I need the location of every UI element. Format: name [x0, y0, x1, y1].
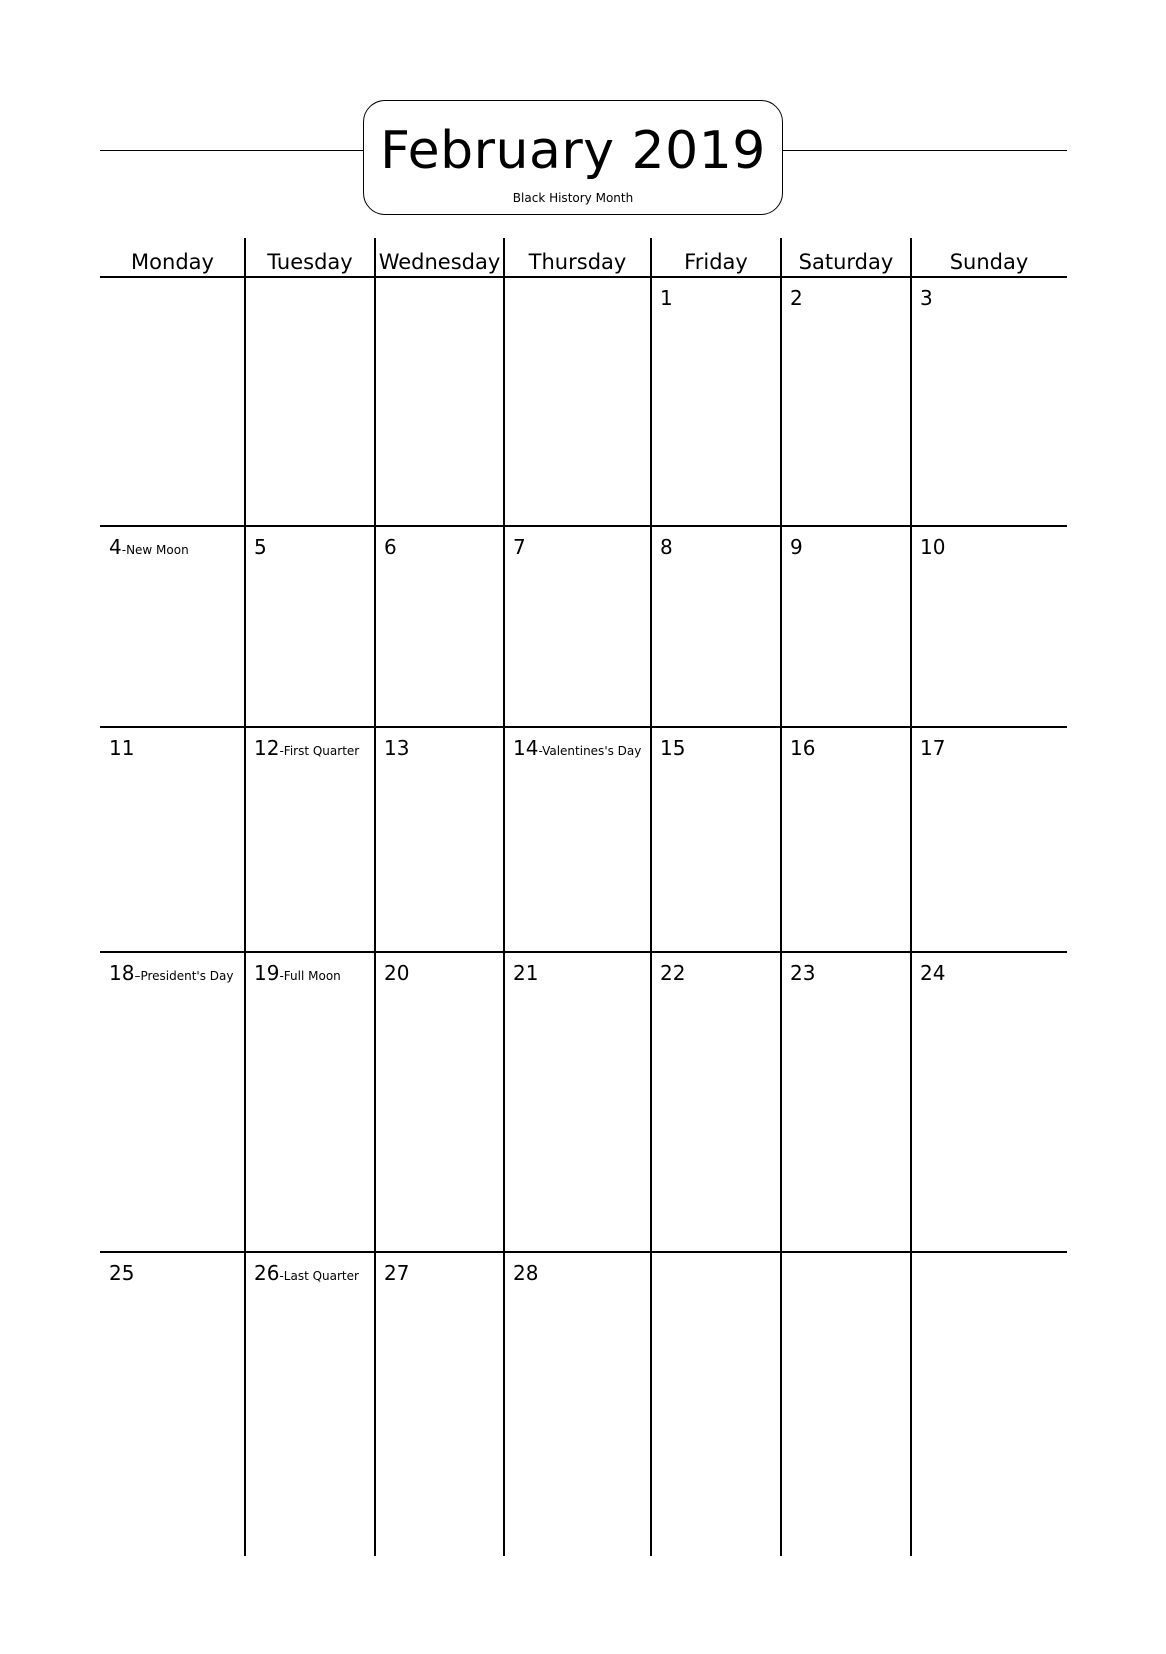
day-event-note: -Last Quarter — [279, 1269, 359, 1283]
title-box — [363, 100, 783, 215]
day-event-note: -Full Moon — [279, 969, 341, 983]
day-cell[interactable] — [384, 736, 409, 760]
row-divider — [100, 951, 1067, 953]
day-cell[interactable] — [109, 1261, 134, 1285]
day-number: 10 — [920, 535, 946, 559]
column-divider — [374, 238, 376, 1556]
day-number: 3 — [920, 286, 933, 310]
day-event-note: -First Quarter — [279, 744, 360, 758]
day-cell[interactable] — [790, 961, 815, 985]
day-number: 11 — [109, 736, 135, 760]
row-divider — [100, 276, 1067, 278]
column-divider — [910, 238, 912, 1556]
day-cell[interactable] — [109, 961, 234, 988]
weekday-label: Thursday — [528, 250, 627, 274]
day-event-note: -New Moon — [121, 543, 189, 557]
day-cell[interactable] — [254, 961, 341, 988]
day-cell[interactable] — [920, 736, 945, 760]
page-subtitle: Black History Month — [512, 191, 634, 205]
day-number: 27 — [384, 1261, 410, 1285]
day-cell[interactable] — [513, 1261, 538, 1285]
day-number: 9 — [790, 535, 803, 559]
day-number: 6 — [384, 535, 397, 559]
day-cell[interactable] — [384, 535, 397, 559]
day-cell[interactable] — [109, 736, 134, 760]
day-number: 4 — [109, 535, 122, 559]
day-cell[interactable] — [790, 736, 815, 760]
day-cell[interactable] — [660, 286, 673, 310]
day-number: 19 — [254, 961, 280, 985]
day-cell[interactable] — [660, 961, 685, 985]
day-number: 17 — [920, 736, 946, 760]
day-event-note: –President's Day — [134, 969, 234, 983]
day-cell[interactable] — [920, 286, 933, 310]
day-cell[interactable] — [790, 286, 803, 310]
day-number: 14 — [513, 736, 539, 760]
day-cell[interactable] — [254, 535, 267, 559]
day-cell[interactable] — [790, 535, 803, 559]
day-number: 15 — [660, 736, 686, 760]
header-rule-left — [100, 150, 363, 151]
day-cell[interactable] — [513, 736, 641, 763]
day-number: 8 — [660, 535, 673, 559]
day-cell[interactable] — [254, 736, 359, 763]
weekday-label: Monday — [131, 250, 214, 274]
day-number: 21 — [513, 961, 539, 985]
day-number: 2 — [790, 286, 803, 310]
weekday-label: Tuesday — [267, 250, 353, 274]
column-divider — [244, 238, 246, 1556]
row-divider — [100, 726, 1067, 728]
day-event-note: -Valentines's Day — [538, 744, 642, 758]
page-title: February 2019 — [380, 121, 766, 181]
day-cell[interactable] — [660, 736, 685, 760]
day-number: 5 — [254, 535, 267, 559]
day-number: 12 — [254, 736, 280, 760]
day-cell[interactable] — [384, 961, 409, 985]
day-number: 26 — [254, 1261, 280, 1285]
day-number: 23 — [790, 961, 816, 985]
column-divider — [780, 238, 782, 1556]
day-cell[interactable] — [513, 961, 538, 985]
weekday-label: Saturday — [798, 250, 894, 274]
day-number: 16 — [790, 736, 816, 760]
day-cell[interactable] — [254, 1261, 359, 1288]
day-cell[interactable] — [109, 535, 189, 562]
weekday-label: Friday — [684, 250, 748, 274]
day-number: 13 — [384, 736, 410, 760]
column-divider — [650, 238, 652, 1556]
day-cell[interactable] — [513, 535, 526, 559]
header-rule-right — [783, 150, 1067, 151]
day-number: 18 — [109, 961, 135, 985]
day-number: 24 — [920, 961, 946, 985]
day-cell[interactable] — [920, 535, 945, 559]
day-cell[interactable] — [384, 1261, 409, 1285]
weekday-label: Wednesday — [378, 250, 501, 274]
day-number: 28 — [513, 1261, 539, 1285]
weekday-label: Sunday — [949, 250, 1029, 274]
day-number: 1 — [660, 286, 673, 310]
day-number: 20 — [384, 961, 410, 985]
day-cell[interactable] — [920, 961, 945, 985]
day-number: 7 — [513, 535, 526, 559]
day-cell[interactable] — [660, 535, 673, 559]
day-number: 22 — [660, 961, 686, 985]
column-divider — [503, 238, 505, 1556]
day-number: 25 — [109, 1261, 135, 1285]
row-divider — [100, 525, 1067, 527]
row-divider — [100, 1251, 1067, 1253]
